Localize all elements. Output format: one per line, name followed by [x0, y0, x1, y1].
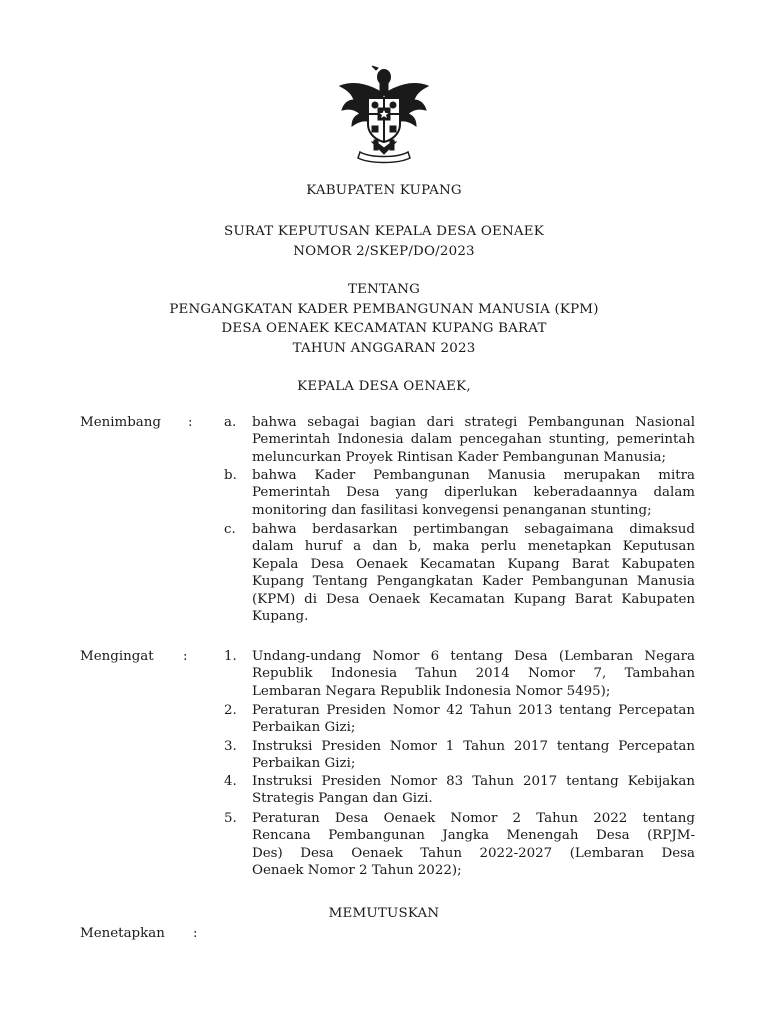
text-line: monitoring dan fasilitasi konvegensi penanganan stunting;	[252, 502, 652, 518]
menetapkan-colon: :	[193, 926, 198, 941]
menimbang-colon: :	[188, 415, 193, 430]
item-text	[252, 648, 695, 700]
text-line: Oenaek Nomor 2 Tahun 2022);	[252, 863, 462, 879]
item-text	[252, 467, 695, 519]
text-line: Instruksi Presiden Nomor 1 Tahun 2017 tentang Percepatan	[252, 739, 695, 754]
text-line: Peraturan Desa Oenaek Nomor 2 Tahun 2022 tentang	[252, 811, 695, 826]
item-text	[252, 702, 695, 737]
item-text	[252, 738, 695, 773]
decision-heading: MEMUTUSKAN	[328, 906, 440, 921]
item-marker: b.	[224, 468, 237, 483]
item-marker: a.	[224, 415, 237, 430]
text-line: Des) Desa Oenaek Tahun 2022-2027 (Lembaran Desa	[252, 845, 695, 861]
item-text	[252, 521, 695, 625]
decree-title: SURAT KEPUTUSAN KEPALA DESA OENAEK	[224, 224, 544, 239]
mengingat-colon: :	[183, 649, 188, 664]
item-marker: 5.	[224, 811, 237, 826]
text-line: bahwa sebagai bagian dari strategi Pembangunan Nasional	[252, 415, 695, 430]
text-line: meluncurkan Proyek Rintisan Kader Pembangunan Manusia;	[252, 449, 667, 465]
text-line: Undang-undang Nomor 6 tentang Desa (Lembaran Negara	[252, 649, 695, 664]
text-line: Strategis Pangan dan Gizi.	[252, 791, 433, 807]
authority-heading: KEPALA DESA OENAEK,	[297, 379, 471, 394]
text-line: dalam huruf a dan b, maka perlu menetapkan Keputusan	[252, 539, 695, 555]
menetapkan-label: Menetapkan	[80, 926, 165, 941]
subject-line-3: TAHUN ANGGARAN 2023	[292, 341, 476, 356]
text-line: bahwa berdasarkan pertimbangan sebagaimana dimaksud	[252, 522, 695, 537]
subject-line-1: PENGANGKATAN KADER PEMBANGUNAN MANUSIA (KPM)	[169, 302, 599, 317]
text-line: Rencana Pembangunan Jangka Menengah Desa (RPJM-	[252, 828, 695, 844]
item-marker: 3.	[224, 739, 237, 754]
item-marker: 1.	[224, 649, 237, 664]
item-text	[252, 773, 695, 808]
text-line: Pemerintah Indonesia dalam pencegahan stunting, pemerintah	[252, 432, 695, 448]
text-line: Kupang Tentang Pengangkatan Kader Pembangunan Manusia	[252, 574, 695, 590]
text-line: (KPM) di Desa Oenaek Kecamatan Kupang Barat Kabupaten	[252, 591, 695, 607]
text-line: Lembaran Negara Republik Indonesia Nomor 5495);	[252, 683, 611, 699]
text-line: Republik Indonesia Tahun 2014 Nomor 7, Tambahan	[252, 666, 695, 682]
text-line: Perbaikan Gizi;	[252, 720, 356, 736]
item-text	[252, 414, 695, 466]
menimbang-label: Menimbang	[80, 415, 161, 430]
garuda-emblem-icon	[334, 64, 434, 164]
item-text	[252, 810, 695, 880]
decree-number: NOMOR 2/SKEP/DO/2023	[293, 244, 475, 259]
text-line: Kepala Desa Oenaek Kecamatan Kupang Barat Kabupaten	[252, 556, 695, 572]
text-line: Pemerintah Desa yang diperlukan keberadaannya dalam	[252, 485, 695, 501]
text-line: Peraturan Presiden Nomor 42 Tahun 2013 tentang Percepatan	[252, 703, 695, 718]
subject-line-2: DESA OENAEK KECAMATAN KUPANG BARAT	[221, 321, 547, 336]
text-line: bahwa Kader Pembangunan Manusia merupakan mitra	[252, 468, 695, 483]
item-marker: 4.	[224, 774, 237, 789]
item-marker: c.	[224, 522, 236, 537]
regency-title: KABUPATEN KUPANG	[306, 183, 462, 198]
text-line: Instruksi Presiden Nomor 83 Tahun 2017 tentang Kebijakan	[252, 774, 695, 789]
item-marker: 2.	[224, 703, 237, 718]
text-line: Perbaikan Gizi;	[252, 756, 356, 772]
text-line: Kupang.	[252, 609, 309, 625]
mengingat-label: Mengingat	[80, 649, 154, 664]
about-heading: TENTANG	[347, 282, 421, 297]
